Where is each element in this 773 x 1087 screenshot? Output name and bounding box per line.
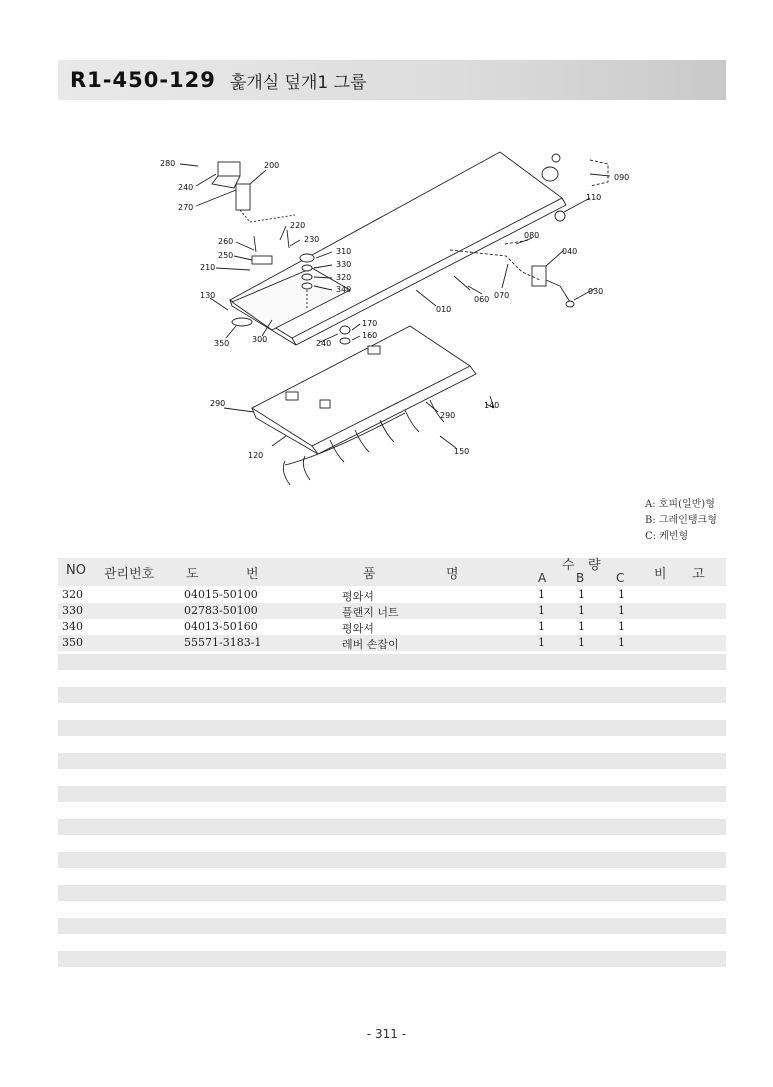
header-quantity-1: 수: [562, 558, 575, 573]
header-remark-1: 비: [654, 567, 667, 582]
part-drawing-number: 04013-50160: [184, 620, 258, 633]
callout-label: 080: [524, 231, 540, 240]
empty-row: [58, 951, 726, 967]
qty-c: 1: [618, 588, 625, 601]
empty-row: [58, 687, 726, 703]
qty-b: 1: [578, 636, 585, 649]
callout-label: 140: [484, 401, 500, 410]
qty-a: 1: [538, 636, 545, 649]
callout-label: 110: [586, 193, 602, 202]
callout-label: 330: [336, 260, 352, 269]
callout-label: 320: [336, 273, 352, 282]
table-row: [58, 635, 726, 651]
part-drawing-number: 04015-50100: [184, 588, 258, 601]
callout-label: 030: [588, 287, 604, 296]
qty-a: 1: [538, 620, 545, 633]
part-group-code: R1-450-129: [70, 68, 216, 92]
empty-row: [58, 720, 726, 736]
callout-label: 060: [474, 295, 490, 304]
header-management-number: 관리번호: [104, 567, 155, 582]
table-row: [58, 587, 726, 603]
callout-label: 090: [614, 173, 630, 182]
callout-label: 040: [562, 247, 578, 256]
part-no: 350: [62, 636, 83, 649]
header-name-2: 명: [446, 567, 459, 582]
qty-b: 1: [578, 588, 585, 601]
callout-label: 350: [214, 339, 230, 348]
page-number: - 311 -: [366, 1027, 407, 1041]
callout-label: 150: [454, 447, 470, 456]
table-row: [58, 603, 726, 619]
legend-type-a: A: 호피(일반)형: [645, 499, 715, 510]
callout-label: 130: [200, 291, 216, 300]
callout-label: 270: [178, 203, 194, 212]
callout-label: 010: [436, 305, 452, 314]
part-name: 레버 손잡이: [342, 638, 399, 651]
callout-label: 250: [218, 251, 234, 260]
header-qty-a: A: [538, 571, 547, 585]
header-quantity-2: 량: [588, 558, 601, 573]
part-drawing-number: 55571-3183-1: [184, 636, 262, 649]
callout-label: 210: [200, 263, 216, 272]
callout-label: 290: [210, 399, 226, 408]
callout-label: 280: [160, 159, 176, 168]
empty-table-rows: [58, 654, 726, 984]
qty-b: 1: [578, 604, 585, 617]
header-qty-b: B: [576, 571, 585, 585]
legend-type-c: C: 케빈형: [645, 531, 689, 542]
callout-label: 230: [304, 235, 320, 244]
header-drawing-1: 도: [186, 567, 199, 582]
part-no: 340: [62, 620, 83, 633]
part-name: 평와셔: [342, 622, 374, 635]
part-no: 320: [62, 588, 83, 601]
callout-label: 070: [494, 291, 510, 300]
empty-row: [58, 918, 726, 934]
callout-label: 240: [178, 183, 194, 192]
empty-row: [58, 819, 726, 835]
part-name: 플랜지 너트: [342, 606, 399, 619]
table-row: [58, 619, 726, 635]
callout-label: 170: [362, 319, 378, 328]
part-drawing-number: 02783-50100: [184, 604, 258, 617]
callout-label: 240: [316, 339, 332, 348]
legend-type-b: B: 그레인탱크형: [645, 515, 717, 526]
empty-row: [58, 654, 726, 670]
empty-row: [58, 885, 726, 901]
part-no: 330: [62, 604, 83, 617]
empty-row: [58, 786, 726, 802]
callout-label: 260: [218, 237, 234, 246]
callout-label: 220: [290, 221, 306, 230]
callout-label: 310: [336, 247, 352, 256]
qty-c: 1: [618, 636, 625, 649]
header-no: NO: [66, 563, 86, 578]
callout-label: 290: [440, 411, 456, 420]
qty-c: 1: [618, 604, 625, 617]
callout-label: 200: [264, 161, 280, 170]
qty-a: 1: [538, 604, 545, 617]
qty-a: 1: [538, 588, 545, 601]
header-name-1: 품: [363, 567, 376, 582]
parts-table-body: [58, 587, 726, 651]
qty-c: 1: [618, 620, 625, 633]
callout-label: 120: [248, 451, 264, 460]
callout-label: 300: [252, 335, 268, 344]
model-legend: [645, 497, 717, 545]
header-drawing-2: 번: [246, 567, 259, 582]
qty-b: 1: [578, 620, 585, 633]
header-remark-2: 고: [692, 567, 705, 582]
empty-row: [58, 852, 726, 868]
exploded-parts-diagram: [150, 140, 650, 490]
callout-label: 340: [336, 285, 352, 294]
part-name: 평와셔: [342, 590, 374, 603]
header-qty-c: C: [616, 571, 625, 585]
callout-label: 160: [362, 331, 378, 340]
parts-table-header: [58, 558, 726, 586]
part-group-name: 훑개실 덮개1 그룹: [229, 72, 367, 93]
empty-row: [58, 753, 726, 769]
title-bar: [58, 60, 726, 100]
